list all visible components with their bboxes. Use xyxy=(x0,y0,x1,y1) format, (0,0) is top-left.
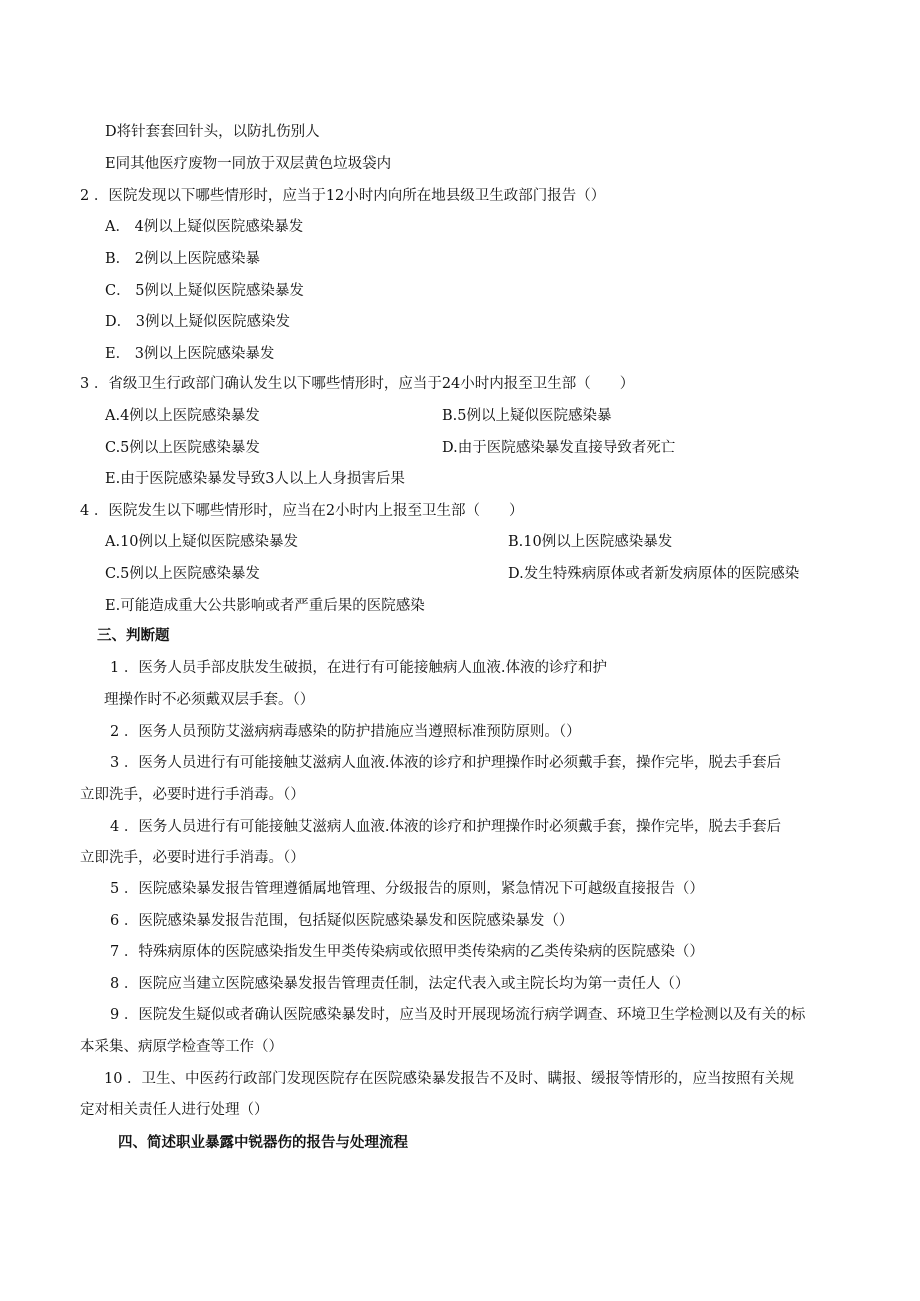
q2-option-b: B． 2例以上医院感染暴 xyxy=(105,251,260,267)
q1-option-e: E同其他医疗废物一同放于双层黄色垃圾袋内 xyxy=(105,156,392,172)
tf-item: 2 ．医务人员预防艾滋病病毒感染的防护措施应当遵照标准预防原则。（） xyxy=(110,724,581,740)
q4-option-e: E.可能造成重大公共影响或者严重后果的医院感染 xyxy=(105,598,425,614)
tf-item: 3 ．医务人员进行有可能接触艾滋病人血液.体液的诊疗和护理操作时必须戴手套，操作完毕，脱去手套后 xyxy=(110,755,781,771)
q2-option-d: D． 3例以上疑似医院感染发 xyxy=(105,314,290,330)
tf-item: 5 ．医院感染暴发报告管理遵循属地管理、分级报告的原则，紧急情况下可越级直接报告（） xyxy=(110,881,704,897)
section-title-short-answer: 四、简述职业暴露中锐器伤的报告与处理流程 xyxy=(118,1135,408,1151)
q1-option-d: D将针套套回针头，以防扎伤别人 xyxy=(105,124,320,140)
q2-option-a: A． 4例以上疑似医院感染暴发 xyxy=(105,219,304,235)
q3-option-c: C.5例以上医院感染暴发 xyxy=(105,440,260,456)
tf-item: 8 ．医院应当建立医院感染暴发报告管理责任制，法定代表入或主院长均为第一责任人（） xyxy=(110,976,690,992)
tf-item: 6 ．医院感染暴发报告范围，包括疑似医院感染暴发和医院感染暴发（） xyxy=(110,913,574,929)
q2-option-c: C． 5例以上疑似医院感染暴发 xyxy=(105,283,304,299)
q4-option-c: C.5例以上医院感染暴发 xyxy=(105,566,260,582)
tf-item: 定对相关责任人进行处理（） xyxy=(80,1102,269,1118)
tf-item: 立即洗手，必要时进行手消毒。（） xyxy=(80,787,305,803)
tf-item: 4 ．医务人员进行有可能接触艾滋病人血液.体液的诊疗和护理操作时必须戴手套，操作完毕，脱去手套后 xyxy=(110,819,781,835)
section-title-true-false: 三、判断题 xyxy=(97,628,170,644)
q4-option-b: B.10例以上医院感染暴发 xyxy=(508,534,673,550)
tf-item: 本采集、病原学检查等工作（） xyxy=(80,1039,283,1055)
q4-option-a: A.10例以上疑似医院感染暴发 xyxy=(105,534,299,550)
tf-item: 10 ．卫生、中医药行政部门发现医院存在医院感染暴发报告不及时、瞒报、缓报等情形的，应当按照有关规 xyxy=(104,1071,795,1087)
q4-stem: 4 ．医院发生以下哪些情形时，应当在2小时内上报至卫生部（ ） xyxy=(80,503,524,519)
q3-option-b: B.5例以上疑似医院感染暴 xyxy=(442,408,612,424)
q2-stem: 2 ．医院发现以下哪些情形时，应当于12小时内向所在地县级卫生政部门报告（） xyxy=(80,188,606,204)
tf-item: 理操作时不必须戴双层手套。（） xyxy=(104,692,315,708)
q3-option-e: E.由于医院感染暴发导致3人以上人身损害后果 xyxy=(105,471,405,487)
q3-option-d: D.由于医院感染暴发直接导致者死亡 xyxy=(442,440,676,456)
q2-option-e: E． 3例以上医院感染暴发 xyxy=(105,346,275,362)
tf-item: 立即洗手，必要时进行手消毒。（） xyxy=(80,850,305,866)
q3-option-a: A.4例以上医院感染暴发 xyxy=(105,408,260,424)
q3-stem: 3 ．省级卫生行政部门确认发生以下哪些情形时，应当于24小时内报至卫生部（ ） xyxy=(80,376,635,392)
tf-item: 1 ．医务人员手部皮肤发生破损，在进行有可能接触病人血液.体液的诊疗和护 xyxy=(110,660,607,676)
tf-item: 7 ．特殊病原体的医院感染指发生甲类传染病或依照甲类传染病的乙类传染病的医院感染（） xyxy=(110,944,704,960)
tf-item: 9 ．医院发生疑似或者确认医院感染暴发时，应当及时开展现场流行病学调查、环境卫生学检测以及有关的标 xyxy=(110,1007,806,1023)
q4-option-d: D.发生特殊病原体或者新发病原体的医院感染 xyxy=(508,566,800,582)
